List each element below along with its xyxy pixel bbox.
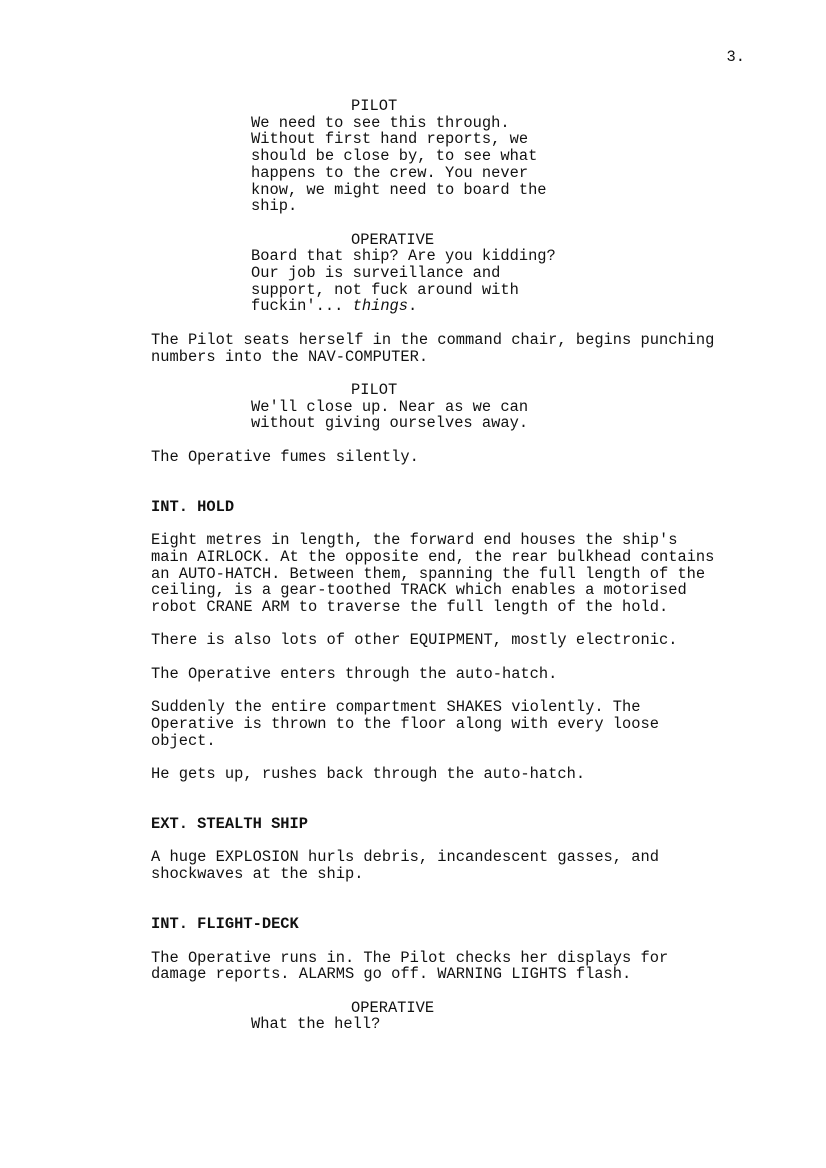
scene-heading: INT. FLIGHT-DECK bbox=[151, 915, 299, 934]
dialogue-line: support, not fuck around with bbox=[251, 280, 519, 299]
dialogue-emphasis: things bbox=[352, 297, 409, 316]
action-line: ceiling, is a gear-toothed TRACK which enables a motorised bbox=[151, 581, 687, 600]
dialogue-line bbox=[251, 298, 751, 315]
action-line: damage reports. ALARMS go off. WARNING LIGHTS flash. bbox=[151, 965, 632, 984]
action-line: main AIRLOCK. At the opposite end, the rear bulkhead contains bbox=[151, 547, 715, 566]
character-name: PILOT bbox=[351, 97, 398, 115]
page-number: 3. bbox=[726, 48, 745, 66]
action-paragraph bbox=[151, 666, 751, 683]
dialogue-block bbox=[151, 1000, 751, 1033]
dialogue-block bbox=[151, 382, 751, 432]
character-name: OPERATIVE bbox=[351, 230, 435, 249]
dialogue-block bbox=[151, 232, 751, 316]
dialogue-line-suffix: . bbox=[408, 297, 418, 316]
scene-heading: EXT. STEALTH SHIP bbox=[151, 815, 309, 834]
action-line: The Operative runs in. The Pilot checks her displays for bbox=[151, 948, 669, 967]
action-line: The Pilot seats herself in the command chair, begins punching bbox=[151, 330, 715, 349]
action-paragraph bbox=[151, 632, 751, 649]
dialogue-line: ship. bbox=[251, 197, 298, 216]
dialogue-text bbox=[251, 1016, 751, 1033]
action-paragraph bbox=[151, 766, 751, 783]
action-line: shockwaves at the ship. bbox=[151, 865, 364, 884]
dialogue-line: without giving ourselves away. bbox=[251, 414, 529, 433]
character-name: PILOT bbox=[351, 380, 398, 399]
action-line: numbers into the NAV-COMPUTER. bbox=[151, 347, 429, 366]
action-paragraph bbox=[151, 332, 751, 365]
screenplay-body bbox=[151, 98, 751, 1033]
dialogue-line-prefix: fuckin'... bbox=[251, 297, 353, 316]
action-line: He gets up, rushes back through the auto-hatch. bbox=[151, 764, 586, 783]
dialogue-text bbox=[251, 115, 751, 215]
character-name: OPERATIVE bbox=[351, 998, 435, 1017]
dialogue-block bbox=[151, 98, 751, 215]
dialogue-line: We need to see this through. bbox=[251, 113, 510, 132]
action-line: The Operative enters through the auto-hatch. bbox=[151, 664, 558, 683]
action-line: There is also lots of other EQUIPMENT, mostly electronic. bbox=[151, 631, 678, 650]
action-paragraph bbox=[151, 699, 751, 749]
dialogue-line: know, we might need to board the bbox=[251, 180, 547, 199]
action-line: A huge EXPLOSION hurls debris, incandescent gasses, and bbox=[151, 848, 659, 867]
dialogue-line: Without first hand reports, we bbox=[251, 130, 529, 149]
dialogue-text bbox=[251, 399, 751, 432]
action-line: Eight metres in length, the forward end houses the ship's bbox=[151, 531, 678, 550]
scene-heading: INT. HOLD bbox=[151, 497, 235, 516]
action-paragraph bbox=[151, 950, 751, 983]
dialogue-line: We'll close up. Near as we can bbox=[251, 397, 529, 416]
dialogue-text bbox=[251, 248, 751, 315]
action-paragraph bbox=[151, 532, 751, 616]
action-line: object. bbox=[151, 731, 216, 750]
dialogue-line: What the hell? bbox=[251, 1015, 381, 1034]
dialogue-line: Our job is surveillance and bbox=[251, 264, 501, 283]
action-paragraph bbox=[151, 849, 751, 882]
action-line: robot CRANE ARM to traverse the full length of the hold. bbox=[151, 598, 669, 616]
action-paragraph bbox=[151, 449, 751, 466]
dialogue-line: should be close by, to see what bbox=[251, 147, 538, 166]
dialogue-line: happens to the crew. You never bbox=[251, 163, 529, 182]
action-line: an AUTO-HATCH. Between them, spanning the full length of the bbox=[151, 564, 706, 583]
action-line: The Operative fumes silently. bbox=[151, 447, 419, 466]
action-line: Suddenly the entire compartment SHAKES violently. The bbox=[151, 698, 641, 717]
action-line: Operative is thrown to the floor along with every loose bbox=[151, 714, 659, 733]
dialogue-line: Board that ship? Are you kidding? bbox=[251, 247, 556, 266]
